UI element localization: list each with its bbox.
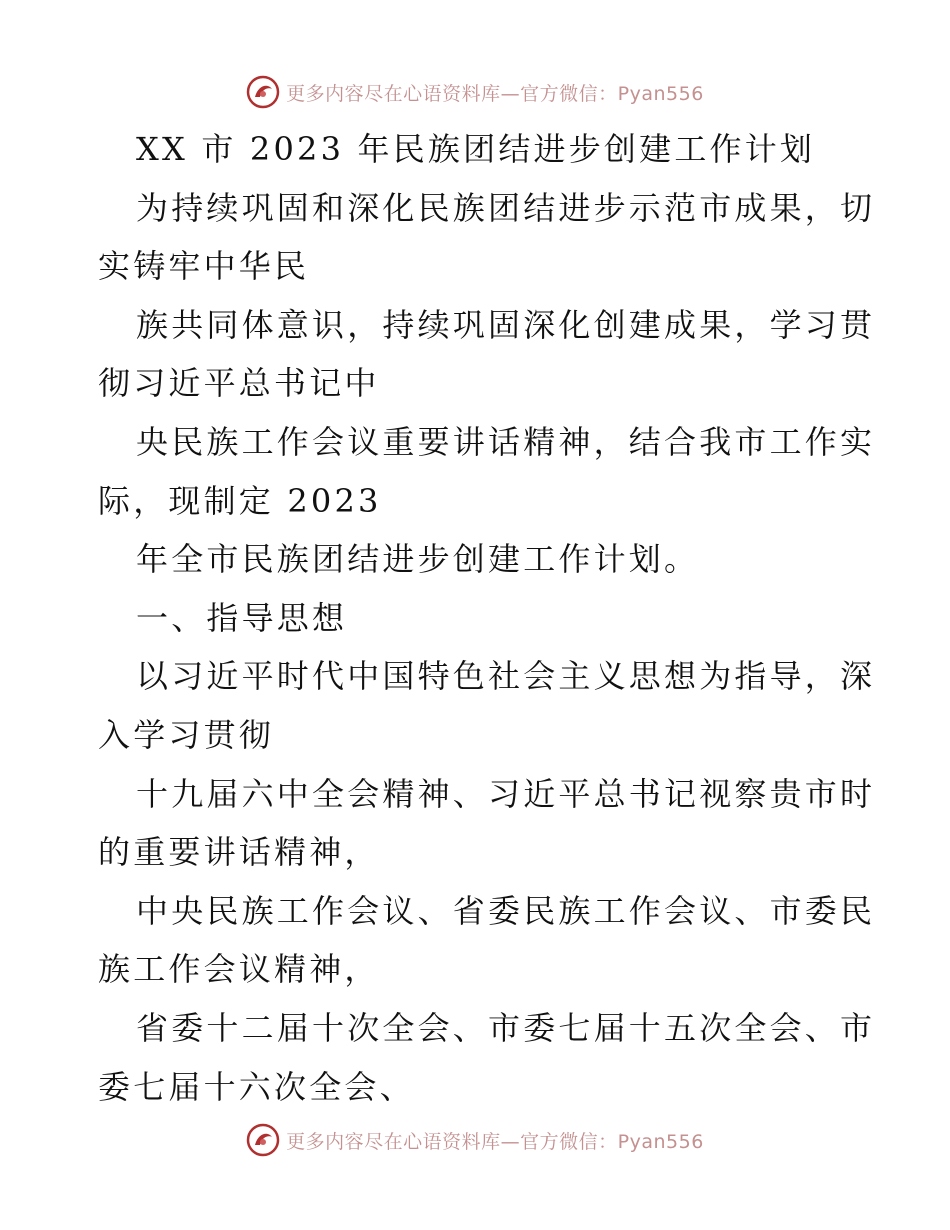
paragraph-line: 族共同体意识，持续巩固深化创建成果，学习贯 xyxy=(136,305,876,344)
header-watermark xyxy=(0,72,950,112)
paragraph-line: 中央民族工作会议、省委民族工作会议、市委民 xyxy=(136,891,876,930)
document-body xyxy=(98,120,876,1116)
paragraph-line: 的重要讲话精神， xyxy=(98,833,380,872)
paragraph-line: 委七届十六次全会、 xyxy=(98,1067,415,1106)
document-title: XX 市 2023 年民族团结进步创建工作计划 xyxy=(136,130,816,168)
paragraph-line: 以习近平时代中国特色社会主义思想为指导，深 xyxy=(136,657,876,696)
paragraph-line: 省委十二届十次全会、市委七届十五次全会、市 xyxy=(136,1008,876,1047)
watermark-text: 更多内容尽在心语资料库—官方微信：Pyan556 xyxy=(286,82,704,105)
red-swirl-logo-icon xyxy=(246,1123,280,1157)
paragraph-line: 入学习贯彻 xyxy=(98,715,275,754)
paragraph-line: 彻习近平总书记中 xyxy=(98,364,380,403)
paragraph-line: 年全市民族团结进步创建工作计划。 xyxy=(136,540,700,579)
paragraph-line: 实铸牢中华民 xyxy=(98,247,310,286)
paragraph-line: 际，现制定 2023 xyxy=(98,481,382,520)
watermark-text: 更多内容尽在心语资料库—官方微信：Pyan556 xyxy=(286,1130,704,1153)
paragraph-line: 央民族工作会议重要讲话精神，结合我市工作实 xyxy=(136,422,876,461)
paragraph-line: 族工作会议精神， xyxy=(98,950,380,989)
section-heading: 一、指导思想 xyxy=(136,598,348,637)
footer-watermark xyxy=(0,1120,950,1160)
red-swirl-logo-icon xyxy=(246,75,280,109)
paragraph-line: 为持续巩固和深化民族团结进步示范市成果，切 xyxy=(136,188,876,227)
paragraph-line: 十九届六中全会精神、习近平总书记视察贵市时 xyxy=(136,774,876,813)
